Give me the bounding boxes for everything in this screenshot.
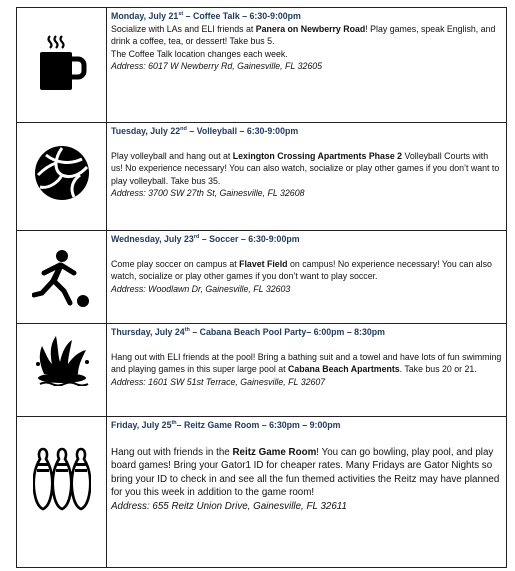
event-description: Come play soccer on campus at Flavet Field on campus! No experience necessary! You can also watch, socialize or play other games if you don’t want to play soccer.: [111, 258, 492, 282]
splash-icon: [17, 334, 106, 386]
icon-cell: [17, 231, 107, 324]
event-address: Address: 655 Reitz Union Drive, Gainesville, FL 32611: [111, 500, 347, 512]
event-address: Address: 3700 SW 27th St, Gainesville, FL 32608: [111, 188, 305, 199]
event-description: Hang out with friends in the Reitz Game Room! You can go bowling, play pool, and play board games! Bring your Gator1 ID for cheaper rates. Many Fridays are Gator Nights so bring your ID to check in and see all the fun themed activities the Reitz may have planned for you this week in addition to the game room!: [111, 446, 500, 499]
event-row-friday: [17, 417, 507, 568]
venue-name: Flavet Field: [239, 258, 288, 269]
event-row-tuesday: [17, 123, 507, 231]
event-details: [107, 324, 507, 417]
event-row-monday: [17, 8, 507, 123]
event-row-wednesday: [17, 231, 507, 324]
event-details: [107, 231, 507, 324]
venue-name: Lexington Crossing Apartments Phase 2: [232, 150, 403, 161]
venue-name: Panera on Newberry Road: [255, 23, 366, 34]
event-description: Play volleyball and hang out at Lexington Crossing Apartments Phase 2 Volleyball Courts with us! No experience necessary! You can also watch, socialize or play other games if you don’t want to play volleyball. Take bus 35.: [111, 150, 500, 186]
event-heading: Thursday, July 24th – Cabana Beach Pool Party– 6:00pm – 8:30pm: [111, 327, 385, 337]
event-address: Address: 6017 W Newberry Rd, Gainesville, FL 32605: [111, 61, 323, 72]
events-table: [16, 7, 507, 568]
event-description: Hang out with ELI friends at the pool! Bring a bathing suit and a towel and have lots of fun swimming and playing games in this super large pool at Cabana Beach Apartments. Take bus 20 or 21.: [111, 351, 502, 375]
venue-name: Reitz Game Room: [232, 446, 317, 458]
event-address: Address: Woodlawn Dr, Gainesville, FL 32603: [111, 283, 291, 294]
event-row-thursday: [17, 324, 507, 417]
icon-cell: [17, 8, 107, 123]
event-note: The Coffee Talk location changes each week.: [111, 48, 288, 59]
event-address: Address: 1601 SW 51st Terrace, Gainesville, FL 32607: [111, 376, 326, 387]
event-heading: Wednesday, July 23rd – Soccer – 6:30-9:00pm: [111, 234, 300, 244]
volleyball-icon: [17, 145, 106, 201]
event-details: [107, 417, 507, 568]
event-description: Socialize with LAs and ELI friends at Panera on Newberry Road! Play games, speak English, and drink a coffee, tea, or dessert! Take bus 5.: [111, 23, 496, 47]
event-details: [107, 123, 507, 231]
event-details: [107, 8, 507, 123]
coffee-mug-icon: [17, 34, 106, 92]
icon-cell: [17, 123, 107, 231]
event-heading: Friday, July 25th– Reitz Game Room – 6:30pm – 9:00pm: [111, 420, 341, 430]
event-heading: Tuesday, July 22nd – Volleyball – 6:30-9:00pm: [111, 126, 299, 136]
icon-cell: [17, 417, 107, 568]
bowling-pins-icon: [17, 447, 106, 511]
icon-cell: [17, 324, 107, 417]
venue-name: Cabana Beach Apartments: [288, 364, 400, 375]
soccer-player-icon: [17, 249, 106, 309]
event-heading: Monday, July 21st – Coffee Talk – 6:30-9:00pm: [111, 11, 301, 21]
